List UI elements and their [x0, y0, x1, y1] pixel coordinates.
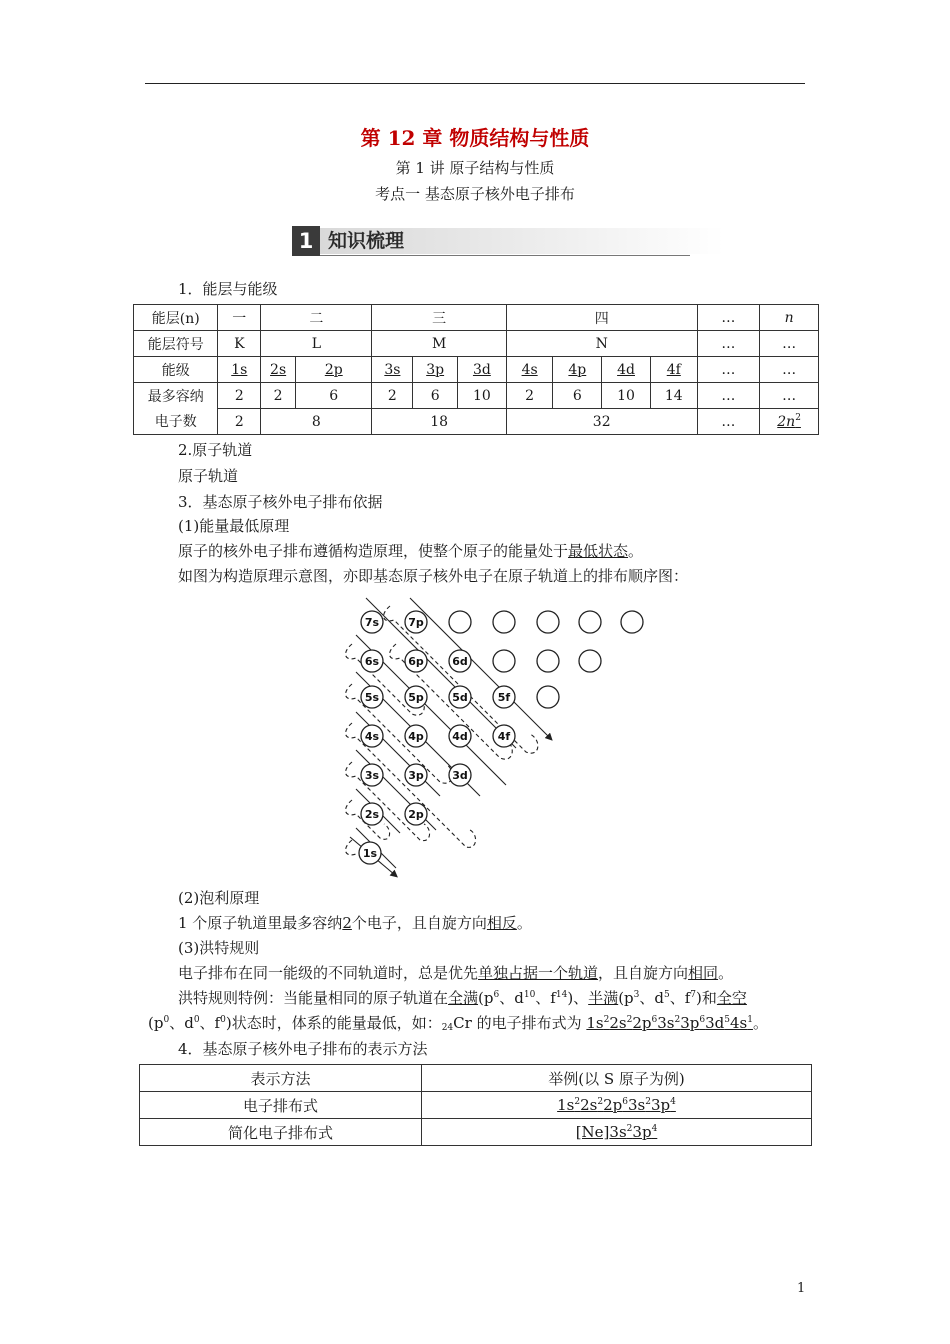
orbital-label: 4d	[452, 730, 468, 743]
p1-heading: (1)能量最低原理	[178, 517, 290, 535]
orbital-label: 2s	[364, 808, 380, 821]
empty-orbital-circle	[449, 611, 471, 633]
table-row: 能级 1s 2s 2p 3s 3p 3d 4s 4p 4d 4f … …	[134, 357, 819, 383]
energy-level-table	[133, 304, 819, 435]
p1-line1: 原子的核外电子排布遵循构造原理，使整个原子的能量处于最低状态。	[178, 542, 644, 560]
banner-number: 1	[292, 226, 320, 256]
empty-orbital-circle	[537, 686, 559, 708]
orbital-label: 3s	[364, 769, 380, 782]
orbital-label: 6d	[452, 655, 468, 668]
orbital-circles	[359, 611, 515, 864]
s-short-config: $[Ne]3s^23p^4$	[575, 1123, 658, 1141]
orbital-label: 3p	[408, 769, 424, 782]
aufbau-diagram	[330, 592, 660, 882]
top-rule	[145, 83, 805, 84]
orbital-label: 6s	[364, 655, 380, 668]
table-row: 能层(n) 一 二 三 四 … n	[134, 305, 819, 331]
row-header: 能级	[134, 357, 218, 383]
row-header: 能层(n)	[134, 305, 218, 331]
orbital-label: 2p	[408, 808, 424, 821]
table-row: 电子数 2 8 18 32 … $2n^2$	[134, 409, 819, 435]
banner-label: 知识梳理	[328, 230, 405, 252]
chapter-title: 第 12 章 物质结构与性质	[360, 126, 590, 150]
empty-orbital-circle	[493, 611, 515, 633]
table-row: 表示方法 举例(以 S 原子为例)	[140, 1065, 812, 1092]
table-row: 简化电子排布式 $[Ne]3s^23p^4$	[140, 1119, 812, 1146]
orbital-label: 4s	[364, 730, 380, 743]
table-row: 最多容纳 2 2 6 2 6 10 2 6 10 14 … …	[134, 383, 819, 409]
empty-orbital-circle	[537, 650, 559, 672]
special-line2: ($p^0$、$d^0$、$f^0$)状态时，体系的能量最低，如：$_{24}$Cr 的电子排布式为 $1s^22s^22p^63s^23p^63d^54s^1$。	[148, 1014, 768, 1033]
special-line1: 洪特规则特例：当能量相同的原子轨道在全满($p^6$、$d^{10}$、$f^{14}$)、半满($p^3$、$d^5$、$f^7$)和全空	[178, 989, 747, 1007]
empty-orbital-circle	[579, 611, 601, 633]
orbital-label: 3d	[452, 769, 468, 782]
capacity-formula: $2n^2$	[760, 409, 819, 435]
orbital-label: 7p	[408, 616, 424, 629]
representation-table	[139, 1064, 812, 1146]
p3-text: 电子排布在同一能级的不同轨道时，总是优先单独占据一个轨道，且自旋方向相同。	[178, 964, 734, 982]
orbital-label: 7s	[364, 616, 380, 629]
p3-heading: (3)洪特规则	[178, 939, 260, 957]
section2-heading: 2.原子轨道	[178, 441, 253, 459]
orbital-label: 5f	[497, 691, 511, 704]
row-header: 能层符号	[134, 331, 218, 357]
empty-circles	[449, 611, 643, 708]
table-row: 电子排布式 $1s^22s^22p^63s^23p^4$	[140, 1092, 812, 1119]
orbital-label: 6p	[408, 655, 424, 668]
section1-heading: 1．能层与能级	[178, 280, 278, 298]
row-header: 最多容纳	[134, 383, 218, 409]
empty-orbital-circle	[621, 611, 643, 633]
section3-heading: 3．基态原子核外电子排布依据	[178, 493, 383, 511]
empty-orbital-circle	[537, 611, 559, 633]
orbital-label: 5s	[364, 691, 380, 704]
orbital-label: 4f	[497, 730, 511, 743]
section2-text: 原子轨道	[178, 467, 239, 485]
page-number: 1	[797, 1281, 806, 1296]
section4-heading: 4．基态原子核外电子排布的表示方法	[178, 1040, 428, 1058]
table-row: 能层符号 K L M N … …	[134, 331, 819, 357]
orbital-label: 4p	[408, 730, 424, 743]
orbital-label: 1s	[362, 847, 378, 860]
empty-orbital-circle	[579, 650, 601, 672]
p2-heading: (2)泡利原理	[178, 889, 260, 907]
section-banner	[292, 226, 690, 256]
row-header: 电子数	[134, 409, 218, 435]
p2-text: 1 个原子轨道里最多容纳2个电子，且自旋方向相反。	[178, 914, 532, 932]
s-config: $1s^22s^22p^63s^23p^4$	[557, 1096, 676, 1114]
p1-line2: 如图为构造原理示意图，亦即基态原子核外电子在原子轨道上的排布顺序图：	[178, 567, 689, 585]
cr-config: $1s^22s^22p^63s^23p^63d^54s^1$	[586, 1014, 753, 1032]
orbital-label: 5d	[452, 691, 468, 704]
empty-orbital-circle	[493, 650, 515, 672]
orbital-label: 5p	[408, 691, 424, 704]
topic-title: 考点一 基态原子核外电子排布	[375, 185, 575, 203]
lecture-title: 第 1 讲 原子结构与性质	[395, 159, 555, 177]
